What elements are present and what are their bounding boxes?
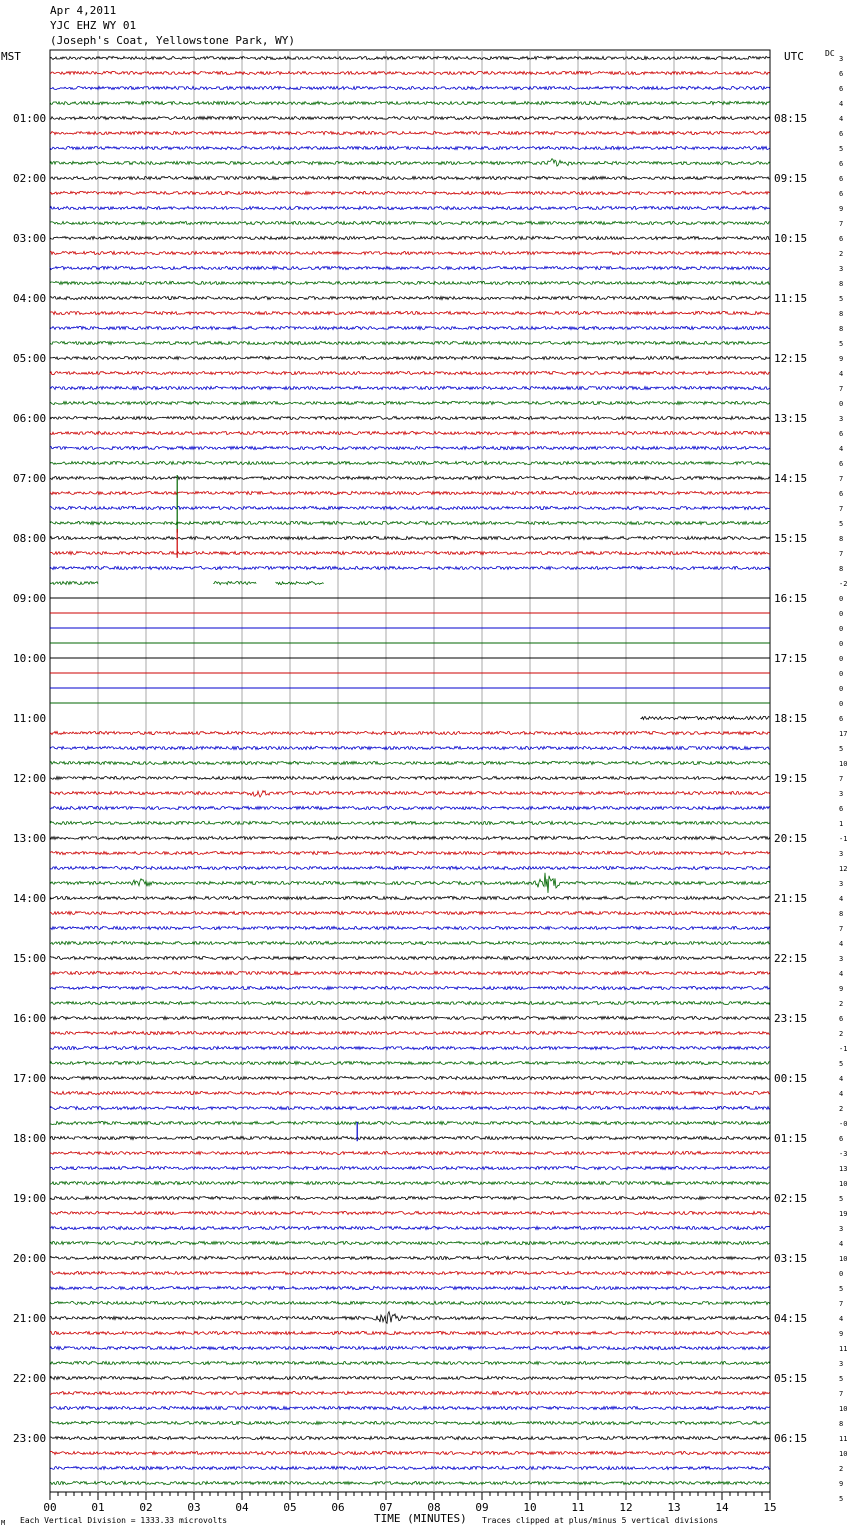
mst-hour-label: 14:00 <box>13 892 47 905</box>
dc-offset-value: 2 <box>839 1105 844 1113</box>
dc-offset-value: 9 <box>839 1330 844 1338</box>
dc-offset-value: 10 <box>839 1405 848 1413</box>
dc-offset-value: 0 <box>839 400 844 408</box>
dc-offset-value: 2 <box>839 1030 844 1038</box>
dc-offset-value: 10 <box>839 1450 848 1458</box>
x-tick-label: 15 <box>763 1501 777 1514</box>
dc-offset-value: 5 <box>839 520 844 528</box>
dc-offset-value: 12 <box>839 865 848 873</box>
trace-line <box>50 1481 770 1484</box>
trace-line <box>50 341 770 344</box>
trace-line <box>50 491 770 494</box>
dc-offset-value: 5 <box>839 145 844 153</box>
mst-hour-label: 19:00 <box>13 1192 47 1205</box>
trace-line <box>50 1136 770 1139</box>
trace-line <box>50 941 770 944</box>
dc-offset-value: 6 <box>839 130 844 138</box>
trace-line <box>50 296 770 299</box>
trace-line <box>50 1406 770 1409</box>
utc-hour-label: 03:15 <box>774 1252 808 1265</box>
utc-hour-label: 17:15 <box>774 652 808 665</box>
dc-offset-value: -2 <box>839 580 848 588</box>
dc-offset-value: -0 <box>839 1120 848 1128</box>
dc-offset-value: -3 <box>839 1150 848 1158</box>
trace-line <box>50 1226 770 1229</box>
dc-offset-value: 5 <box>839 745 844 753</box>
mst-hour-label: 12:00 <box>13 772 47 785</box>
dc-offset-value: 4 <box>839 1315 844 1323</box>
mst-hour-label: 15:00 <box>13 952 47 965</box>
trace-line <box>50 1196 770 1199</box>
trace-line <box>50 1241 770 1244</box>
trace-line <box>50 926 770 929</box>
trace-line <box>50 326 770 329</box>
mst-hour-label: 05:00 <box>13 352 47 365</box>
dc-offset-value: 5 <box>839 1375 844 1383</box>
dc-offset-value: 3 <box>839 880 844 888</box>
dc-offset-value: 4 <box>839 895 844 903</box>
dc-offset-value: 0 <box>839 670 844 678</box>
trace-line <box>50 446 770 449</box>
trace-line <box>50 1286 770 1289</box>
trace-line <box>50 1312 770 1324</box>
dc-offset-value: 9 <box>839 205 844 213</box>
mst-hour-label: 23:00 <box>13 1432 47 1445</box>
trace-line <box>50 1076 770 1079</box>
trace-line <box>50 1346 770 1349</box>
x-tick-label: 04 <box>235 1501 249 1514</box>
dc-offset-value: 4 <box>839 370 844 378</box>
x-tick-label: 01 <box>91 1501 105 1514</box>
trace-line <box>50 176 770 179</box>
station-location: (Joseph's Coat, Yellowstone Park, WY) <box>50 34 296 47</box>
trace-line <box>50 536 770 539</box>
dc-offset-value: 6 <box>839 85 844 93</box>
x-tick-label: 06 <box>331 1501 345 1514</box>
left-timezone-label: MST <box>1 50 21 63</box>
trace-line <box>50 401 770 404</box>
trace-line <box>50 821 770 824</box>
utc-hour-label: 04:15 <box>774 1312 808 1325</box>
trace-line <box>50 1256 770 1259</box>
utc-hour-label: 18:15 <box>774 712 808 725</box>
dc-offset-value: 6 <box>839 1135 844 1143</box>
mst-hour-label: 21:00 <box>13 1312 47 1325</box>
trace-line <box>50 851 770 854</box>
trace-line <box>50 1151 770 1154</box>
trace-line <box>50 521 770 524</box>
trace-line <box>50 1031 770 1034</box>
x-tick-label: 07 <box>379 1501 393 1514</box>
trace-line <box>50 1091 770 1094</box>
dc-offset-value: 11 <box>839 1345 848 1353</box>
dc-offset-value: 8 <box>839 325 844 333</box>
trace-line <box>50 159 770 166</box>
x-tick-label: 08 <box>427 1501 441 1514</box>
mst-hour-label: 06:00 <box>13 412 47 425</box>
utc-hour-label: 19:15 <box>774 772 808 785</box>
dc-offset-value: 10 <box>839 1255 848 1263</box>
utc-hour-label: 05:15 <box>774 1372 808 1385</box>
trace-line <box>50 461 770 464</box>
trace-line <box>50 476 770 479</box>
dc-offset-value: 3 <box>839 55 844 63</box>
trace-line <box>50 731 770 734</box>
mst-hour-label: 10:00 <box>13 652 47 665</box>
dc-offset-value: 8 <box>839 910 844 918</box>
dc-offset-value: 0 <box>839 700 844 708</box>
utc-hour-label: 01:15 <box>774 1132 808 1145</box>
dc-offset-value: 0 <box>839 640 844 648</box>
trace-line <box>50 866 770 869</box>
trace-line <box>276 582 324 585</box>
mst-hour-label: 20:00 <box>13 1252 47 1265</box>
dc-offset-value: 6 <box>839 430 844 438</box>
scale-note: Each Vertical Division = 1333.33 microvolts <box>20 1516 228 1525</box>
trace-line <box>50 986 770 989</box>
utc-hour-label: 09:15 <box>774 172 808 185</box>
dc-offset-value: 5 <box>839 340 844 348</box>
utc-hour-label: 02:15 <box>774 1192 808 1205</box>
trace-line <box>50 416 770 419</box>
dc-offset-value: 7 <box>839 1300 844 1308</box>
dc-offset-value: 5 <box>839 1060 844 1068</box>
trace-line <box>50 206 770 209</box>
x-tick-label: 13 <box>667 1501 681 1514</box>
trace-line <box>50 506 770 509</box>
trace-line <box>50 581 98 584</box>
dc-offset-value: 4 <box>839 115 844 123</box>
trace-line <box>50 1181 770 1184</box>
dc-offset-value: 0 <box>839 625 844 633</box>
dc-offset-value: 7 <box>839 505 844 513</box>
trace-line <box>50 281 770 284</box>
trace-line <box>50 1046 770 1049</box>
trace-line <box>50 776 770 779</box>
trace-line <box>50 971 770 974</box>
utc-hour-label: 15:15 <box>774 532 808 545</box>
dc-offset-value: 5 <box>839 1495 844 1503</box>
record-date: Apr 4,2011 <box>50 4 117 17</box>
trace-line <box>50 101 770 104</box>
dc-offset-value: 3 <box>839 790 844 798</box>
dc-offset-value: 3 <box>839 1360 844 1368</box>
trace-line <box>50 266 770 269</box>
trace-line <box>50 1331 770 1334</box>
trace-line <box>50 956 770 959</box>
trace-line <box>50 86 770 89</box>
trace-line <box>50 1436 770 1439</box>
mst-hour-label: 13:00 <box>13 832 47 845</box>
dc-offset-value: 0 <box>839 595 844 603</box>
mst-hour-label: 03:00 <box>13 232 47 245</box>
dc-offset-value: 13 <box>839 1165 848 1173</box>
dc-offset-value: 4 <box>839 1090 844 1098</box>
dc-offset-value: 0 <box>839 1270 844 1278</box>
utc-hour-label: 20:15 <box>774 832 808 845</box>
dc-offset-value: 19 <box>839 1210 848 1218</box>
dc-offset-value: 9 <box>839 985 844 993</box>
trace-line <box>50 566 770 569</box>
trace-line <box>50 1166 770 1169</box>
trace-line <box>50 116 770 119</box>
trace-line <box>50 1016 770 1019</box>
dc-offset-value: 2 <box>839 1000 844 1008</box>
corner-mark: M <box>1 1519 6 1527</box>
dc-offset-value: 6 <box>839 160 844 168</box>
utc-hour-label: 08:15 <box>774 112 808 125</box>
mst-hour-label: 17:00 <box>13 1072 47 1085</box>
dc-offset-value: 4 <box>839 445 844 453</box>
x-tick-label: 11 <box>571 1501 585 1514</box>
trace-line <box>50 1466 770 1469</box>
utc-hour-label: 12:15 <box>774 352 808 365</box>
dc-offset-value: 6 <box>839 190 844 198</box>
dc-offset-value: 0 <box>839 610 844 618</box>
dc-offset-value: 7 <box>839 475 844 483</box>
dc-offset-value: 4 <box>839 970 844 978</box>
plot-frame <box>50 50 770 1492</box>
trace-line <box>50 191 770 194</box>
dc-offset-value: 0 <box>839 685 844 693</box>
dc-offset-value: 8 <box>839 310 844 318</box>
dc-offset-value: -1 <box>839 835 848 843</box>
mst-hour-label: 04:00 <box>13 292 47 305</box>
mst-hour-label: 08:00 <box>13 532 47 545</box>
dc-offset-header: DC <box>825 49 835 58</box>
trace-line <box>50 1121 770 1124</box>
dc-offset-value: 7 <box>839 925 844 933</box>
dc-offset-value: 6 <box>839 715 844 723</box>
trace-line <box>50 131 770 134</box>
mst-hour-label: 11:00 <box>13 712 47 725</box>
x-tick-label: 02 <box>139 1501 153 1514</box>
dc-offset-value: 7 <box>839 220 844 228</box>
dc-offset-value: 5 <box>839 1285 844 1293</box>
dc-offset-value: 5 <box>839 1195 844 1203</box>
trace-line <box>50 873 770 893</box>
trace-line <box>50 551 770 554</box>
utc-hour-label: 14:15 <box>774 472 808 485</box>
dc-offset-value: 10 <box>839 760 848 768</box>
trace-line <box>50 791 770 797</box>
dc-offset-value: 2 <box>839 1465 844 1473</box>
trace-line <box>50 371 770 374</box>
dc-offset-value: -1 <box>839 1045 848 1053</box>
utc-hour-label: 21:15 <box>774 892 808 905</box>
trace-line <box>50 1301 770 1304</box>
utc-hour-label: 10:15 <box>774 232 808 245</box>
utc-hour-label: 22:15 <box>774 952 808 965</box>
trace-line <box>50 1451 770 1454</box>
utc-hour-label: 23:15 <box>774 1012 808 1025</box>
right-timezone-label: UTC <box>784 50 804 63</box>
trace-line <box>50 1271 770 1274</box>
dc-offset-value: 6 <box>839 805 844 813</box>
trace-line <box>50 761 770 764</box>
dc-offset-value: 4 <box>839 1075 844 1083</box>
dc-offset-value: 6 <box>839 235 844 243</box>
dc-offset-value: 11 <box>839 1435 848 1443</box>
dc-offset-value: 6 <box>839 460 844 468</box>
mst-hour-label: 07:00 <box>13 472 47 485</box>
trace-line <box>50 1361 770 1364</box>
trace-line <box>50 236 770 239</box>
trace-line <box>50 386 770 389</box>
dc-offset-value: 10 <box>839 1180 848 1188</box>
dc-offset-value: 7 <box>839 1390 844 1398</box>
dc-offset-value: 3 <box>839 1225 844 1233</box>
trace-line <box>50 71 770 74</box>
trace-line <box>50 431 770 434</box>
utc-hour-label: 00:15 <box>774 1072 808 1085</box>
dc-offset-value: 6 <box>839 70 844 78</box>
dc-offset-value: 0 <box>839 655 844 663</box>
x-tick-label: 03 <box>187 1501 201 1514</box>
trace-line <box>50 1001 770 1004</box>
x-tick-label: 09 <box>475 1501 489 1514</box>
mst-hour-label: 01:00 <box>13 112 47 125</box>
trace-line <box>50 56 770 59</box>
trace-line <box>50 146 770 149</box>
trace-line <box>50 1106 770 1109</box>
trace-line <box>50 806 770 809</box>
utc-hour-label: 13:15 <box>774 412 808 425</box>
trace-line <box>50 911 770 914</box>
dc-offset-value: 3 <box>839 415 844 423</box>
trace-line <box>50 746 770 749</box>
x-tick-label: 05 <box>283 1501 297 1514</box>
dc-offset-value: 8 <box>839 565 844 573</box>
utc-hour-label: 06:15 <box>774 1432 808 1445</box>
dc-offset-value: 6 <box>839 175 844 183</box>
dc-offset-value: 6 <box>839 490 844 498</box>
dc-offset-value: 7 <box>839 550 844 558</box>
trace-line <box>50 221 770 224</box>
x-tick-label: 00 <box>43 1501 57 1514</box>
trace-line <box>50 311 770 314</box>
trace-line <box>50 1211 770 1214</box>
mst-hour-label: 18:00 <box>13 1132 47 1145</box>
mst-hour-label: 09:00 <box>13 592 47 605</box>
mst-hour-label: 02:00 <box>13 172 47 185</box>
dc-offset-value: 9 <box>839 355 844 363</box>
trace-line <box>50 836 770 839</box>
station-code: YJC EHZ WY 01 <box>50 19 137 32</box>
dc-offset-value: 6 <box>839 1015 844 1023</box>
dc-offset-value: 8 <box>839 535 844 543</box>
trace-line <box>50 1421 770 1424</box>
dc-offset-value: 8 <box>839 280 844 288</box>
dc-offset-value: 3 <box>839 265 844 273</box>
trace-line <box>50 1391 770 1394</box>
dc-offset-value: 5 <box>839 295 844 303</box>
utc-hour-label: 16:15 <box>774 592 808 605</box>
dc-offset-value: 2 <box>839 250 844 258</box>
dc-offset-value: 17 <box>839 730 848 738</box>
x-tick-label: 12 <box>619 1501 633 1514</box>
mst-hour-label: 16:00 <box>13 1012 47 1025</box>
dc-offset-value: 4 <box>839 1240 844 1248</box>
clip-note: Traces clipped at plus/minus 5 vertical divisions <box>482 1516 719 1525</box>
x-axis-title: TIME (MINUTES) <box>374 1512 467 1525</box>
trace-line <box>50 1376 770 1379</box>
trace-line <box>213 581 256 584</box>
dc-offset-value: 7 <box>839 385 844 393</box>
trace-line <box>50 896 770 899</box>
dc-offset-value: 3 <box>839 850 844 858</box>
dc-offset-value: 9 <box>839 1480 844 1488</box>
dc-offset-value: 4 <box>839 940 844 948</box>
dc-offset-value: 1 <box>839 820 844 828</box>
dc-offset-value: 8 <box>839 1420 844 1428</box>
trace-line <box>50 356 770 359</box>
x-tick-label: 14 <box>715 1501 729 1514</box>
mst-hour-label: 22:00 <box>13 1372 47 1385</box>
dc-offset-value: 7 <box>839 775 844 783</box>
trace-line <box>50 251 770 254</box>
dc-offset-value: 4 <box>839 100 844 108</box>
utc-hour-label: 11:15 <box>774 292 808 305</box>
dc-offset-value: 3 <box>839 955 844 963</box>
x-tick-label: 10 <box>523 1501 537 1514</box>
trace-line <box>640 716 769 719</box>
trace-line <box>50 1061 770 1064</box>
